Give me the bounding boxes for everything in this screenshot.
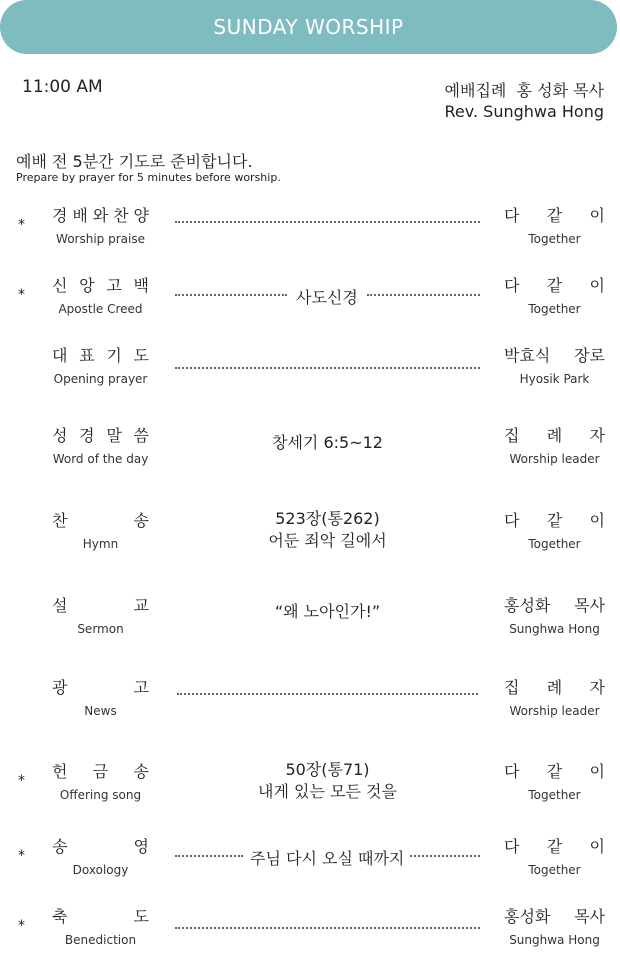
title-english: News	[84, 704, 117, 718]
dotted-leader	[175, 221, 480, 223]
item-title	[52, 761, 149, 802]
title-char: 금	[92, 762, 109, 781]
title-english: Sermon	[77, 622, 124, 636]
leader-char: 같	[546, 276, 563, 295]
leader-english: Together	[528, 537, 581, 551]
title-english: Opening prayer	[53, 372, 148, 386]
leader-english: Hyosik Park	[519, 372, 590, 386]
leader-english: Sunghwa Hong	[509, 933, 600, 947]
item-leader	[504, 906, 605, 947]
content-line: “왜 노아인가!”	[274, 602, 381, 621]
title-char: 말	[106, 426, 122, 445]
item-content	[175, 759, 480, 803]
order-item-hymn	[0, 510, 620, 570]
title-char: 고	[133, 678, 149, 697]
title-char: 고	[106, 276, 122, 295]
title-english: Offering song	[59, 788, 142, 802]
item-content	[175, 508, 480, 552]
title-char: 앙	[79, 276, 95, 295]
leader-english: Worship leader	[509, 704, 600, 718]
leader-char: 집	[504, 426, 520, 445]
leader-char: 례	[546, 426, 563, 445]
item-title	[52, 205, 149, 246]
standing-mark: *	[18, 217, 25, 233]
order-item-word-of-the-day	[0, 425, 620, 485]
item-title	[52, 595, 149, 636]
leader-char: 박효식	[504, 346, 551, 365]
item-content	[175, 432, 480, 454]
title-char: 헌	[52, 762, 68, 781]
title-english: Doxology	[72, 863, 129, 877]
leader-char: 장로	[574, 346, 605, 365]
standing-mark: *	[18, 918, 25, 934]
title-char: 경	[79, 426, 95, 445]
title-char: 백	[133, 276, 149, 295]
standing-mark: *	[18, 287, 25, 303]
content-line: 50장(통71)	[285, 760, 370, 779]
title-char: 도	[133, 907, 149, 926]
item-leader	[504, 345, 605, 386]
leader-english: Together	[528, 302, 581, 316]
leader-char: 이	[589, 276, 605, 295]
leader-char: 목사	[574, 596, 605, 615]
item-leader	[504, 425, 605, 466]
leader-char: 홍성화	[504, 907, 551, 926]
title-char: 송	[133, 762, 149, 781]
order-item-offering-song	[0, 761, 620, 821]
item-leader	[504, 205, 605, 246]
title-char: 씀	[133, 426, 149, 445]
item-title	[52, 510, 149, 551]
leader-char: 이	[589, 511, 605, 530]
title-english: Worship praise	[56, 232, 145, 246]
leader-english: Together	[528, 232, 581, 246]
prep-english: Prepare by prayer for 5 minutes before worship.	[16, 171, 281, 184]
title-english: Word of the day	[52, 452, 149, 466]
item-title	[52, 425, 149, 466]
order-item-benediction	[0, 906, 620, 966]
leader-char: 자	[589, 426, 605, 445]
dotted-leader	[177, 693, 478, 695]
title-char: 신	[52, 276, 68, 295]
title-char: 와	[92, 206, 109, 225]
dotted-leader	[367, 294, 480, 296]
order-item-news	[0, 677, 620, 737]
leader-char: 홍성화	[504, 596, 551, 615]
leader-char: 자	[589, 678, 605, 697]
leader-char: 같	[546, 511, 563, 530]
title-english: Hymn	[82, 537, 119, 551]
dotted-leader	[175, 855, 243, 857]
leader-english: Together	[528, 863, 581, 877]
item-content: 주님 다시 오실 때까지	[250, 849, 405, 868]
leader-char: 례	[546, 678, 563, 697]
item-leader	[504, 677, 605, 718]
dotted-leader	[175, 294, 287, 296]
leader-char: 다	[504, 276, 520, 295]
content-line: 창세기 6:5~12	[272, 433, 383, 452]
service-time: 11:00 AM	[22, 77, 103, 97]
leader-char: 집	[504, 678, 520, 697]
header-banner	[0, 0, 617, 54]
item-leader	[504, 836, 605, 877]
item-title	[52, 345, 149, 386]
leader-char: 다	[504, 206, 520, 225]
title-char: 영	[133, 837, 149, 856]
dotted-leader	[175, 927, 480, 929]
item-title	[52, 677, 149, 718]
title-char: 기	[106, 346, 122, 365]
title-english: Apostle Creed	[58, 302, 143, 316]
leader-char: 이	[589, 837, 605, 856]
title-char: 찬	[113, 206, 129, 225]
leader-english: Rev. Sunghwa Hong	[444, 102, 604, 121]
leader-char: 다	[504, 511, 520, 530]
item-content	[175, 601, 480, 623]
leader-english: Worship leader	[509, 452, 600, 466]
order-item-sermon	[0, 595, 620, 655]
content-line: 내게 있는 모든 것을	[258, 782, 397, 801]
title-char: 표	[79, 346, 95, 365]
item-content: 사도신경	[296, 288, 358, 307]
title-char: 성	[52, 426, 68, 445]
leader-english: Sunghwa Hong	[509, 622, 600, 636]
title-char: 찬	[52, 511, 68, 530]
item-title	[52, 906, 149, 947]
leader-char: 이	[589, 206, 605, 225]
title-char: 양	[133, 206, 149, 225]
order-item-worship-praise	[0, 205, 620, 265]
page-title: SUNDAY WORSHIP	[213, 15, 404, 39]
leader-char: 같	[546, 837, 563, 856]
item-title	[52, 275, 149, 316]
dotted-leader	[410, 855, 480, 857]
item-leader	[504, 275, 605, 316]
title-english: Benediction	[64, 933, 137, 947]
leader-english: Together	[528, 788, 581, 802]
title-char: 교	[133, 596, 149, 615]
dotted-leader	[175, 367, 480, 369]
leader-char: 다	[504, 837, 520, 856]
leader-char: 다	[504, 762, 520, 781]
order-item-opening-prayer	[0, 345, 620, 405]
order-item-doxology	[0, 836, 620, 896]
content-line: 어둔 죄악 길에서	[268, 531, 387, 550]
title-char: 광	[52, 678, 68, 697]
standing-mark: *	[18, 773, 25, 789]
order-item-apostle-creed	[0, 275, 620, 335]
title-char: 설	[52, 596, 68, 615]
title-char: 대	[52, 346, 68, 365]
item-leader	[504, 595, 605, 636]
leader-char: 목사	[574, 907, 605, 926]
title-char: 도	[133, 346, 149, 365]
title-char: 축	[52, 907, 68, 926]
item-title	[52, 836, 149, 877]
title-char: 경	[52, 206, 68, 225]
leader-char: 이	[589, 762, 605, 781]
leader-char: 같	[546, 762, 563, 781]
title-char: 송	[133, 511, 149, 530]
title-char: 송	[52, 837, 68, 856]
leader-char: 같	[546, 206, 563, 225]
standing-mark: *	[18, 848, 25, 864]
item-leader	[504, 510, 605, 551]
item-leader	[504, 761, 605, 802]
leader-korean: 예배집례 홍 성화 목사	[444, 81, 604, 100]
prep-korean: 예배 전 5분간 기도로 준비합니다.	[16, 152, 253, 171]
title-char: 배	[72, 206, 88, 225]
service-leader	[445, 80, 604, 122]
content-line: 523장(통262)	[275, 509, 380, 528]
